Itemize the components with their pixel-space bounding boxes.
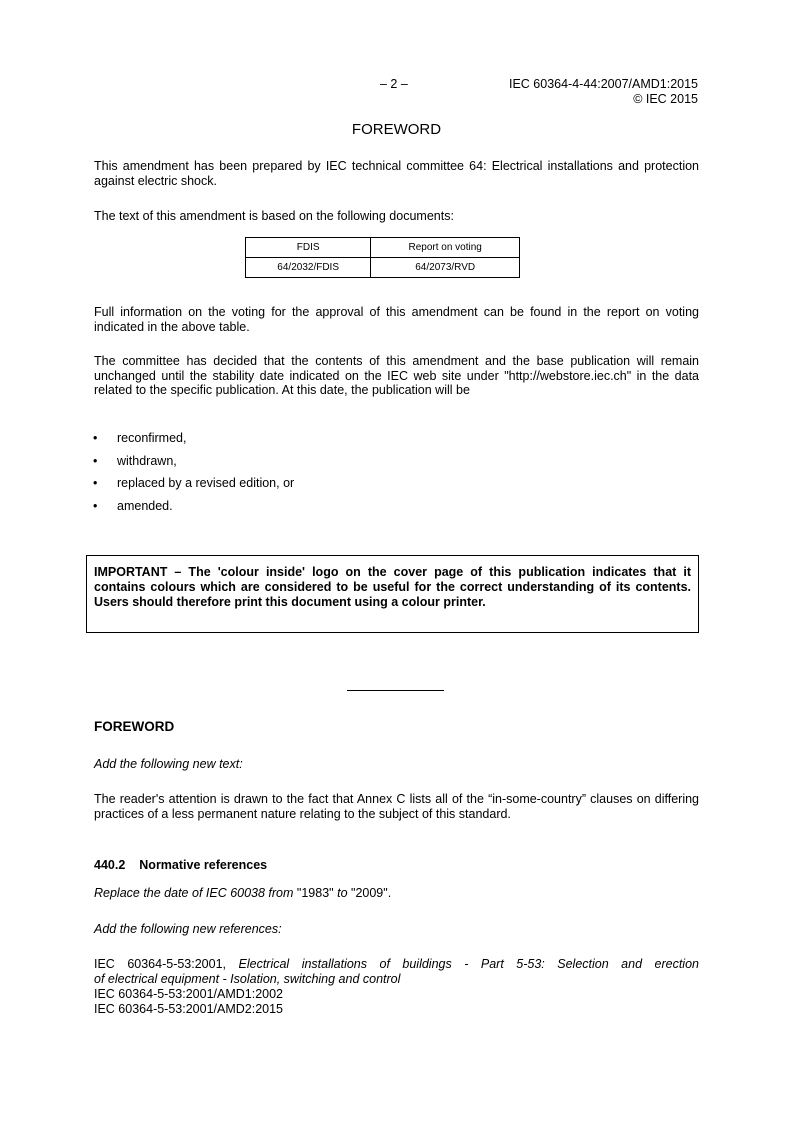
instruction-add-references: Add the following new references: [94, 922, 282, 936]
table-header-fdis: FDIS [246, 238, 371, 258]
foreword-title: FOREWORD [351, 121, 442, 138]
reference-3: IEC 60364-5-53:2001/AMD2:2015 [94, 1002, 284, 1016]
documents-intro: The text of this amendment is based on the following documents: [94, 209, 454, 223]
bullet-icon: • [93, 431, 98, 445]
list-item-text: withdrawn, [117, 454, 177, 468]
separator-rule [347, 690, 444, 691]
list-item-text: reconfirmed, [117, 431, 187, 445]
table-header-report: Report on voting [371, 238, 520, 258]
voting-info-paragraph: Full information on the voting for the approval of this amendment can be found in the report on voting indicated in the above table. [94, 305, 699, 334]
voting-table [245, 237, 520, 278]
amendment-foreword-heading: FOREWORD [94, 719, 175, 734]
bullet-icon: • [93, 499, 98, 513]
bullet-icon: • [93, 476, 98, 490]
table-cell-fdis: 64/2032/FDIS [246, 258, 371, 278]
copyright: © IEC 2015 [633, 92, 698, 106]
stability-paragraph: The committee has decided that the contents of this amendment and the base publication will remain unchanged until the stability date indicated on the IEC web site under "http://webstore.iec.ch" in the data related to the specific publication. At this date, the publication will be [94, 354, 699, 397]
reference-title: Electrical installations of buildings - Part 5-53: Selection and erection [238, 957, 699, 971]
reference-1-line-1 [94, 957, 699, 972]
list-item-text: amended. [117, 499, 173, 513]
page-number: – 2 – [380, 77, 408, 91]
bullet-icon: • [93, 454, 98, 468]
replace-instruction: Replace the date of IEC 60038 from "1983" to "2009". [94, 886, 392, 900]
table-cell-rvd: 64/2073/RVD [371, 258, 520, 278]
list-item-text: replaced by a revised edition, or [117, 476, 295, 490]
clause-heading [94, 858, 267, 872]
document-id: IEC 60364-4-44:2007/AMD1:2015 [508, 77, 698, 91]
reference-1-line-2: of electrical equipment - Isolation, switching and control [94, 972, 401, 986]
reference-list [94, 957, 699, 1017]
reference-code: IEC 60364-5-53:2001, [94, 957, 227, 971]
table-row [246, 258, 520, 278]
reference-2: IEC 60364-5-53:2001/AMD1:2002 [94, 987, 284, 1001]
intro-paragraph: This amendment has been prepared by IEC technical committee 64: Electrical installations and protection against electric shock. [94, 159, 699, 188]
instruction-add-text: Add the following new text: [94, 757, 243, 771]
annex-c-paragraph: The reader's attention is drawn to the fact that Annex C lists all of the “in-some-country” clauses on differing practices of a less permanent nature relating to the subject of this standard. [94, 792, 699, 821]
table-header-row [246, 238, 520, 258]
important-notice-text: IMPORTANT – The 'colour inside' logo on the cover page of this publication indicates that it contains colours which are considered to be useful for the correct understanding of its contents. Users should therefore print this document using a colour printer. [94, 565, 691, 609]
clause-number: 440.2 [94, 858, 126, 872]
clause-title: Normative references [139, 858, 268, 872]
important-notice-box [86, 555, 699, 633]
